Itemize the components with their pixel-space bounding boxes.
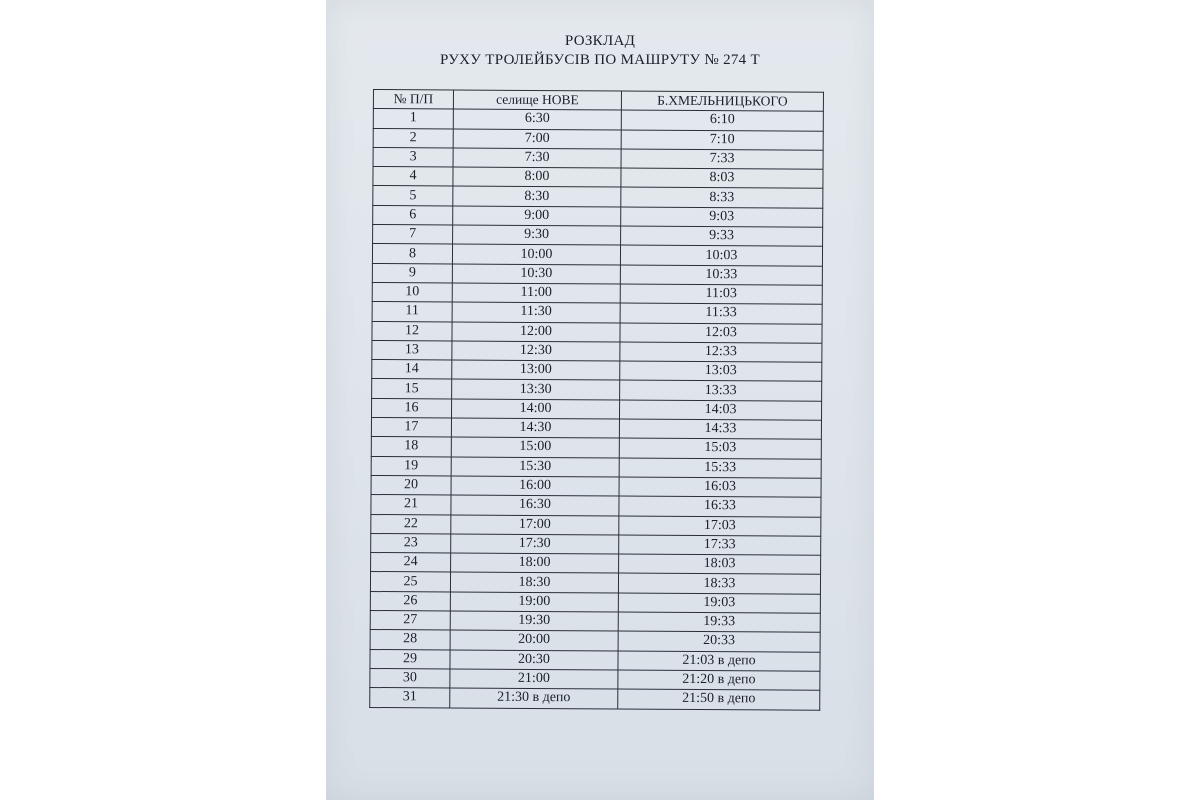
row-number-cell: 1 — [373, 109, 453, 129]
khmelnytskoho-departure-cell: 13:33 — [620, 380, 822, 401]
nove-departure-cell: 12:00 — [452, 322, 620, 342]
khmelnytskoho-departure-cell: 12:33 — [620, 342, 822, 363]
nove-departure-cell: 6:30 — [453, 109, 621, 129]
nove-departure-cell: 14:30 — [451, 418, 619, 438]
row-number-cell: 30 — [370, 668, 450, 688]
nove-departure-cell: 16:00 — [451, 476, 619, 496]
document-title: РОЗКЛАД — [564, 33, 636, 49]
nove-departure-cell: 12:30 — [452, 341, 620, 361]
column-header-khmelnytskoho: Б.ХМЕЛЬНИЦЬКОГО — [621, 91, 823, 112]
nove-departure-cell: 10:30 — [452, 264, 620, 284]
row-number-cell: 19 — [371, 456, 451, 476]
row-number-cell: 9 — [372, 263, 452, 283]
nove-departure-cell: 11:30 — [452, 302, 620, 322]
khmelnytskoho-departure-cell: 21:20 в депо — [618, 670, 820, 691]
nove-departure-cell: 9:30 — [453, 225, 621, 245]
row-number-cell: 16 — [371, 398, 451, 418]
nove-departure-cell: 13:30 — [452, 379, 620, 399]
row-number-cell: 14 — [372, 360, 452, 380]
nove-departure-cell: 11:00 — [452, 283, 620, 303]
row-number-cell: 4 — [373, 167, 453, 187]
row-number-cell: 8 — [372, 244, 452, 264]
khmelnytskoho-departure-cell: 18:33 — [618, 573, 820, 594]
khmelnytskoho-departure-cell: 21:03 в депо — [618, 651, 820, 672]
khmelnytskoho-departure-cell: 17:33 — [619, 535, 821, 556]
nove-departure-cell: 16:30 — [451, 495, 619, 515]
khmelnytskoho-departure-cell: 6:10 — [621, 110, 823, 131]
khmelnytskoho-departure-cell: 16:03 — [619, 477, 821, 498]
khmelnytskoho-departure-cell: 7:10 — [621, 130, 823, 151]
row-number-cell: 31 — [370, 688, 450, 708]
row-number-cell: 28 — [370, 630, 450, 650]
row-number-cell: 26 — [370, 591, 450, 611]
khmelnytskoho-departure-cell: 7:33 — [621, 149, 823, 170]
column-header-number: № П/П — [373, 90, 453, 110]
nove-departure-cell: 8:00 — [453, 167, 621, 187]
nove-departure-cell: 19:30 — [450, 611, 618, 631]
nove-departure-cell: 7:00 — [453, 129, 621, 149]
khmelnytskoho-departure-cell: 21:50 в депо — [618, 689, 820, 710]
nove-departure-cell: 17:00 — [451, 515, 619, 535]
khmelnytskoho-departure-cell: 14:33 — [619, 419, 821, 440]
row-number-cell: 5 — [373, 186, 453, 206]
khmelnytskoho-departure-cell: 18:03 — [619, 554, 821, 575]
column-header-nove: селище НОВЕ — [453, 90, 621, 110]
document-subtitle: РУХУ ТРОЛЕЙБУСІВ ПО МАШРУТУ № 274 Т — [439, 52, 760, 68]
khmelnytskoho-departure-cell: 9:33 — [621, 226, 823, 247]
row-number-cell: 2 — [373, 128, 453, 148]
row-number-cell: 20 — [371, 475, 451, 495]
nove-departure-cell: 21:00 — [450, 669, 618, 689]
row-number-cell: 7 — [373, 225, 453, 245]
nove-departure-cell: 21:30 в депо — [450, 688, 618, 708]
khmelnytskoho-departure-cell: 15:03 — [619, 438, 821, 459]
schedule-rows — [370, 109, 824, 710]
row-number-cell: 21 — [371, 495, 451, 515]
row-number-cell: 27 — [370, 611, 450, 631]
schedule-sheet — [326, 0, 874, 800]
row-number-cell: 13 — [372, 340, 452, 360]
khmelnytskoho-departure-cell: 15:33 — [619, 458, 821, 479]
khmelnytskoho-departure-cell: 17:03 — [619, 516, 821, 537]
khmelnytskoho-departure-cell: 10:03 — [620, 245, 822, 266]
nove-departure-cell: 10:00 — [452, 244, 620, 264]
khmelnytskoho-departure-cell: 9:03 — [621, 207, 823, 228]
khmelnytskoho-departure-cell: 12:03 — [620, 323, 822, 344]
khmelnytskoho-departure-cell: 20:33 — [618, 631, 820, 652]
row-number-cell: 18 — [371, 437, 451, 457]
khmelnytskoho-departure-cell: 16:33 — [619, 496, 821, 517]
nove-departure-cell: 13:00 — [452, 360, 620, 380]
table-row — [370, 688, 820, 710]
row-number-cell: 29 — [370, 649, 450, 669]
nove-departure-cell: 18:30 — [450, 572, 618, 592]
nove-departure-cell: 14:00 — [451, 399, 619, 419]
khmelnytskoho-departure-cell: 19:33 — [618, 612, 820, 633]
khmelnytskoho-departure-cell: 11:03 — [620, 284, 822, 305]
row-number-cell: 6 — [373, 205, 453, 225]
nove-departure-cell: 20:30 — [450, 650, 618, 670]
row-number-cell: 22 — [371, 514, 451, 534]
khmelnytskoho-departure-cell: 8:03 — [621, 168, 823, 189]
khmelnytskoho-departure-cell: 10:33 — [620, 265, 822, 286]
khmelnytskoho-departure-cell: 13:03 — [620, 361, 822, 382]
khmelnytskoho-departure-cell: 11:33 — [620, 303, 822, 324]
row-number-cell: 24 — [371, 553, 451, 573]
row-number-cell: 12 — [372, 321, 452, 341]
schedule-table — [369, 89, 824, 710]
row-number-cell: 11 — [372, 302, 452, 322]
row-number-cell: 17 — [371, 418, 451, 438]
nove-departure-cell: 19:00 — [450, 592, 618, 612]
row-number-cell: 25 — [370, 572, 450, 592]
nove-departure-cell: 15:00 — [451, 437, 619, 457]
nove-departure-cell: 20:00 — [450, 630, 618, 650]
row-number-cell: 10 — [372, 282, 452, 302]
row-number-cell: 3 — [373, 147, 453, 167]
nove-departure-cell: 15:30 — [451, 457, 619, 477]
row-number-cell: 15 — [372, 379, 452, 399]
khmelnytskoho-departure-cell: 19:03 — [618, 593, 820, 614]
nove-departure-cell: 7:30 — [453, 148, 621, 168]
row-number-cell: 23 — [371, 533, 451, 553]
nove-departure-cell: 18:00 — [451, 553, 619, 573]
nove-departure-cell: 9:00 — [453, 206, 621, 226]
nove-departure-cell: 8:30 — [453, 186, 621, 206]
khmelnytskoho-departure-cell: 14:03 — [619, 400, 821, 421]
khmelnytskoho-departure-cell: 8:33 — [621, 188, 823, 209]
nove-departure-cell: 17:30 — [451, 534, 619, 554]
